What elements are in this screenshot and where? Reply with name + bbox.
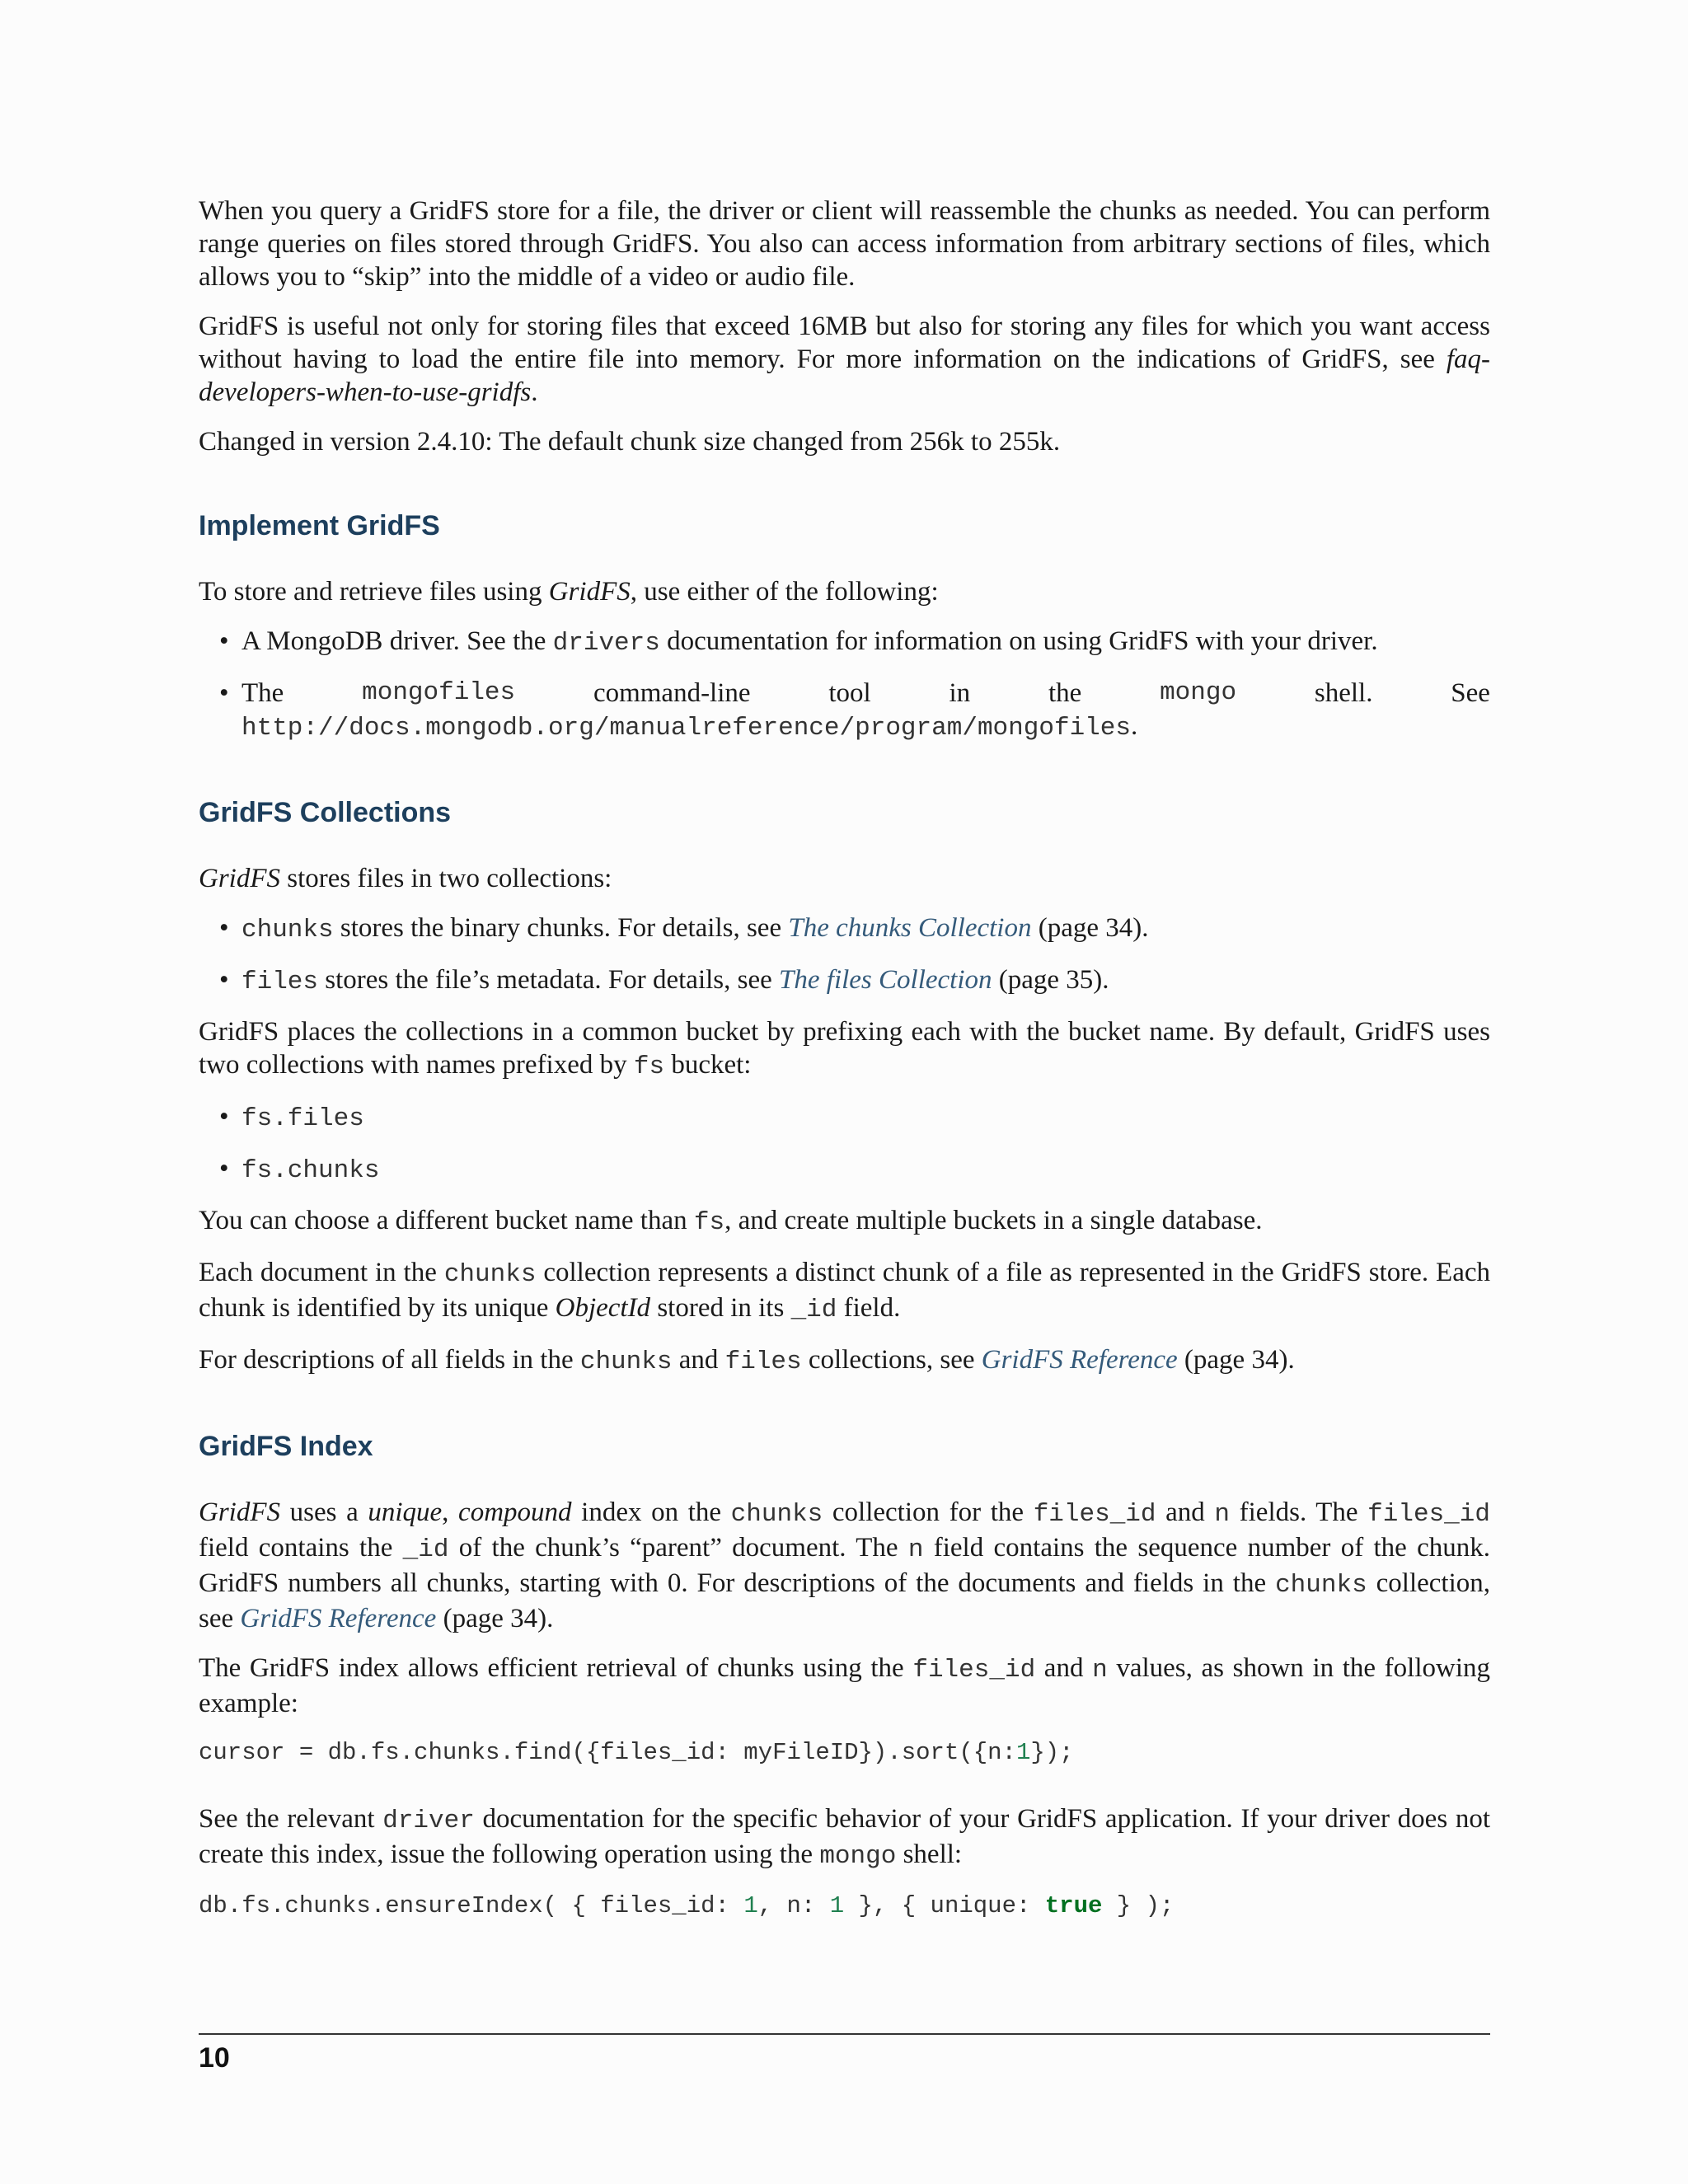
chunks-collection-link[interactable]: The chunks Collection: [788, 913, 1032, 943]
list-item: • chunks stores the binary chunks. For details, see The chunks Collection (page 34).: [241, 912, 1490, 947]
gridfs-reference-link[interactable]: GridFS Reference: [240, 1604, 437, 1633]
implement-lead: To store and retrieve files using GridFS, use either of the following:: [199, 577, 939, 607]
collections-lead: GridFS stores files in two collections:: [199, 864, 612, 893]
document-body: [199, 194, 1490, 1956]
list-item: • fs.chunks: [241, 1152, 1490, 1188]
files-collection-link[interactable]: The files Collection: [779, 965, 992, 995]
intro-paragraph-2: GridFS is useful not only for storing files that exceed 16MB but also for storing any files for which you want access without having to load the entire file into memory. For more information on the indications of GridFS, see faq-developers-when-to-use-gridfs.: [199, 312, 1490, 407]
index-paragraph-2: The GridFS index allows efficient retrieval of chunks using the files_id and n values, as shown in the following example:: [199, 1653, 1491, 1718]
footer-divider: [199, 2033, 1490, 2035]
bucket-list: [199, 1100, 1490, 1188]
justified-line: • The mongofiles command-line tool in the mongo shell. See: [241, 678, 1490, 708]
fields-reference-paragraph: For descriptions of all fields in the chunks and files collections, see GridFS Reference (page 34).: [199, 1345, 1295, 1376]
index-paragraph-3: See the relevant driver documentation for the specific behavior of your GridFS application. If your driver does not create this index, issue the following operation using the mongo shell:: [199, 1804, 1490, 1871]
gridfs-reference-link[interactable]: GridFS Reference: [981, 1345, 1178, 1375]
intro-paragraph-1: When you query a GridFS store for a file, the driver or client will reassemble the chunks as needed. You can perform range queries on files stored through GridFS. You also can access information from arbitrary sections of files, which allows you to “skip” into the middle of a video or audio file.: [199, 196, 1490, 292]
implement-list: [199, 625, 1490, 745]
mongofiles-url[interactable]: http://docs.mongodb.org/manualreference/program/mongofiles: [241, 714, 1131, 743]
section-heading-collections: GridFS Collections: [199, 797, 452, 828]
section-heading-implement: Implement GridFS: [199, 510, 440, 541]
code-block-find: cursor = db.fs.chunks.find({files_id: myFileID}).sort({n:1});: [199, 1739, 1074, 1766]
bucket-name-paragraph: You can choose a different bucket name than fs, and create multiple buckets in a single database.: [199, 1206, 1263, 1237]
list-item: • fs.files: [241, 1100, 1490, 1136]
collections-list: [199, 912, 1490, 999]
chunk-document-paragraph: Each document in the chunks collection represents a distinct chunk of a file as represented in the GridFS store. Each chunk is identified by its unique ObjectId stored in its _id field.: [199, 1258, 1490, 1324]
bucket-paragraph: GridFS places the collections in a common bucket by prefixing each with the bucket name. By default, GridFS uses two collections with names prefixed by fs bucket:: [199, 1017, 1490, 1081]
section-heading-index: GridFS Index: [199, 1431, 373, 1462]
faq-reference: faq-developers-when-to-use-gridfs: [199, 344, 1490, 407]
list-item: • A MongoDB driver. See the drivers documentation for information on using GridFS with your driver.: [241, 625, 1490, 660]
list-item: • files stores the file’s metadata. For details, see The files Collection (page 35).: [241, 963, 1490, 999]
page-number: 10: [199, 2042, 230, 2074]
drivers-code: drivers: [552, 629, 660, 658]
index-paragraph-1: GridFS uses a unique, compound index on the chunks collection for the files_id and n fields. The files_id field contains the _id of the chunk’s “parent” document. The n field contains the sequence number of the chunk. GridFS numbers all chunks, starting with 0. For descriptions of the documents and fields in the chunks collection, see GridFS Reference (page 34).: [199, 1497, 1490, 1633]
list-item: • The mongofiles command-line tool in the mongo shell. See http://docs.mongodb.org/manualreference/program/mongofiles.: [241, 677, 1490, 745]
code-block-ensure-index: db.fs.chunks.ensureIndex( { files_id: 1, n: 1 }, { unique: true } );: [199, 1892, 1175, 1919]
version-change-note: Changed in version 2.4.10: The default chunk size changed from 256k to 255k.: [199, 427, 1061, 457]
